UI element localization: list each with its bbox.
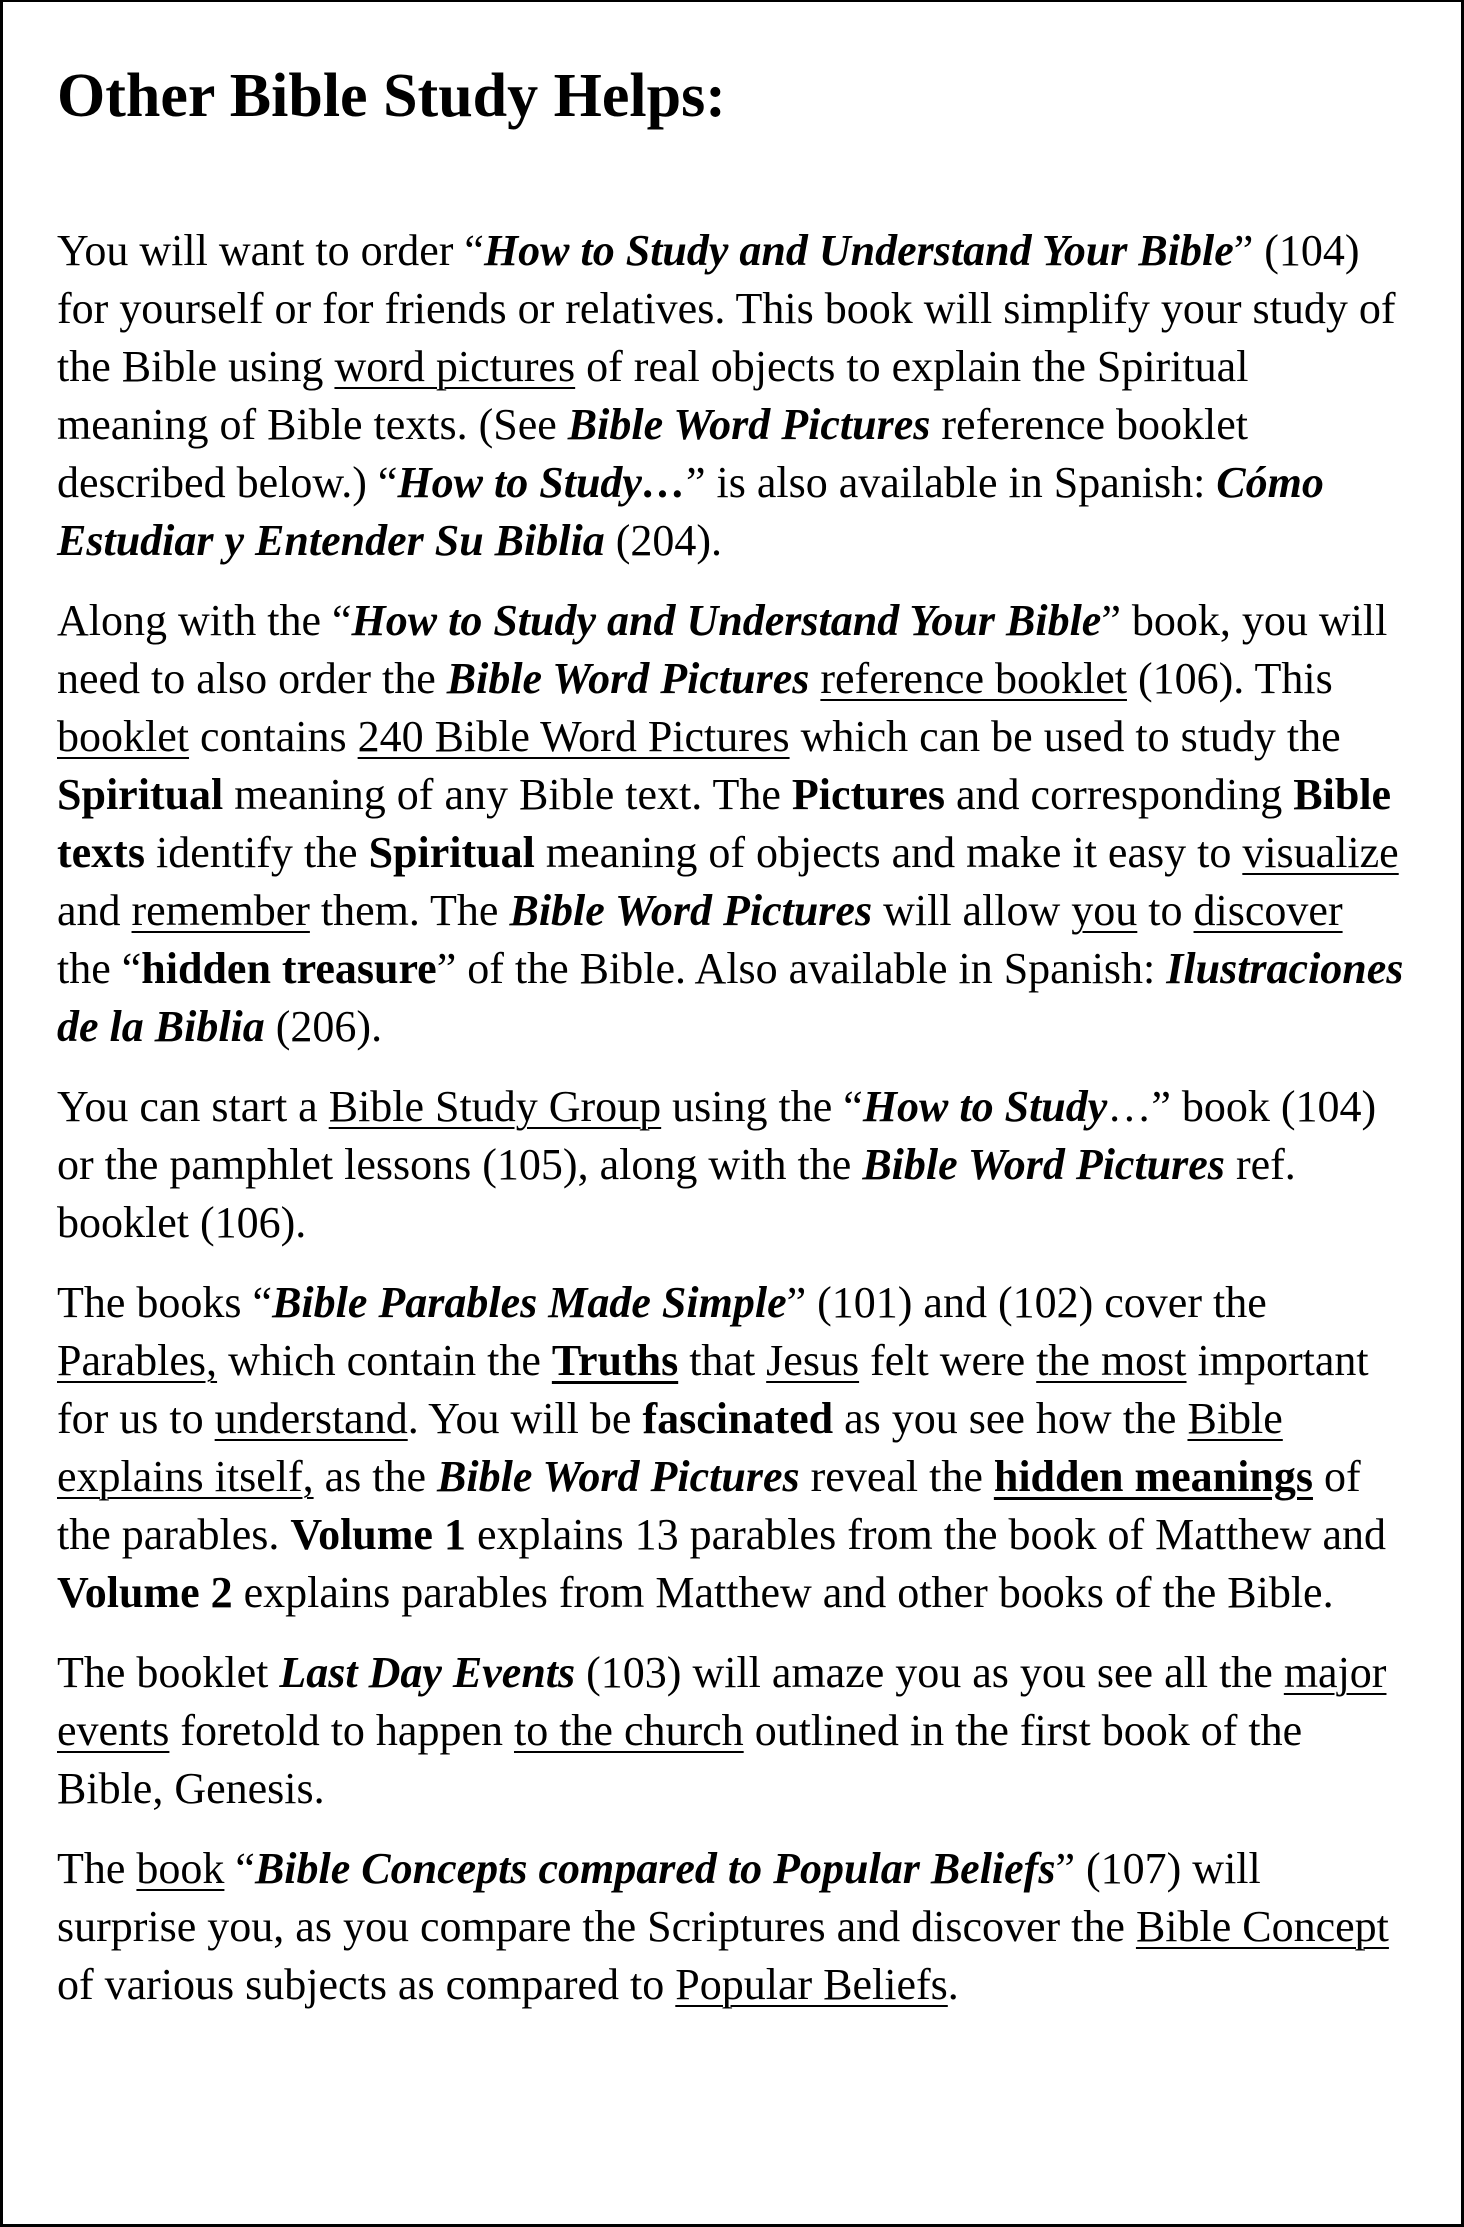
bold-phrase: Volume 2 xyxy=(57,1568,233,1617)
text-run: (103) will amaze you as you see all the xyxy=(575,1648,1284,1697)
text-run: reference booklet described below.) “ xyxy=(57,400,1248,507)
underlined-phrase: book xyxy=(136,1844,225,1893)
text-run: explains parables from Matthew and other books of the Bible. xyxy=(232,1568,1334,1617)
text-run: . xyxy=(947,1960,959,2009)
bold-phrase: fascinated xyxy=(642,1394,834,1443)
text-run: ” (104) for yourself or for friends or relatives. This book will simplify your study of the Bible using xyxy=(57,226,1396,391)
text-run: as you see how the xyxy=(833,1394,1188,1443)
bold-phrase: Pictures xyxy=(791,770,946,819)
text-run: (206). xyxy=(264,1002,383,1051)
underlined-phrase: Bible explains itself, xyxy=(57,1394,1283,1501)
book-title-how-to-study: How to Study and Understand Your Bible xyxy=(483,226,1234,275)
underlined-phrase: Parables, xyxy=(57,1336,218,1385)
text-run: ” (107) will surprise you, as you compare the Scriptures and discover the xyxy=(57,1844,1261,1951)
text-run: ref. booklet (106). xyxy=(57,1140,1296,1247)
text-run: ” book, you will need to also order the xyxy=(57,596,1388,703)
paragraph-study-group xyxy=(57,1078,1407,1252)
page-title: Other Bible Study Helps: xyxy=(57,62,726,130)
book-title-spanish: Cómo Estudiar y Entender Su Biblia xyxy=(57,458,1324,565)
text-run: them. The xyxy=(309,886,510,935)
underlined-phrase: remember xyxy=(131,886,310,935)
text-run: (204). xyxy=(604,516,723,565)
bold-phrase: hidden treasure xyxy=(141,944,437,993)
book-title-spanish: Ilustraciones de la Biblia xyxy=(57,944,1404,1051)
text-run: will allow xyxy=(872,886,1072,935)
text-run: outlined in the first book of the Bible, Genesis. xyxy=(57,1706,1303,1813)
text-run: using the “ xyxy=(661,1082,863,1131)
bold-underlined-phrase: hidden meanings xyxy=(993,1452,1313,1501)
paragraph-parables xyxy=(57,1274,1407,1622)
underlined-phrase: Bible Study Group xyxy=(328,1082,662,1131)
book-title-bible-concepts: Bible Concepts compared to Popular Beliefs xyxy=(254,1844,1056,1893)
text-run: that xyxy=(678,1336,767,1385)
text-run: You can start a xyxy=(57,1082,329,1131)
text-run: and xyxy=(57,886,132,935)
text-run: reveal the xyxy=(799,1452,994,1501)
text-run: ” of the Bible. Also available in Spanish: xyxy=(436,944,1167,993)
book-title-bible-word-pictures: Bible Word Pictures xyxy=(567,400,931,449)
text-run: (106). This xyxy=(1126,654,1333,703)
paragraph-how-to-study xyxy=(57,222,1407,570)
underlined-phrase: you xyxy=(1071,886,1138,935)
bold-phrase: Volume 1 xyxy=(290,1510,466,1559)
text-run: of the parables. xyxy=(57,1452,1361,1559)
text-run: . You will be xyxy=(407,1394,643,1443)
text-run: The booklet xyxy=(57,1648,280,1697)
paragraph-word-pictures xyxy=(57,592,1407,1056)
underlined-phrase: Bible Concept xyxy=(1135,1902,1389,1951)
text-run: felt were xyxy=(859,1336,1037,1385)
book-title-how-to-study-short: How to Study xyxy=(862,1082,1108,1131)
paragraph-last-day-events xyxy=(57,1644,1407,1818)
paragraph-bible-concepts xyxy=(57,1840,1407,2014)
text-run: ” is also available in Spanish: xyxy=(685,458,1217,507)
bold-phrase: Spiritual xyxy=(57,770,224,819)
book-title-parables: Bible Parables Made Simple xyxy=(272,1278,787,1327)
underlined-phrase: Popular Beliefs xyxy=(675,1960,948,2009)
text-run: which can be used to study the xyxy=(789,712,1341,761)
underlined-phrase: discover xyxy=(1193,886,1343,935)
text-run: The xyxy=(57,1844,137,1893)
text-run: important for us to xyxy=(57,1336,1369,1443)
text-run: contains xyxy=(188,712,358,761)
book-title-bible-word-pictures: Bible Word Pictures xyxy=(446,654,810,703)
text-run: “ xyxy=(224,1844,255,1893)
text-run: of real objects to explain the Spiritual meaning of Bible texts. (See xyxy=(57,342,1249,449)
page-content xyxy=(57,50,1407,2036)
text-run: ” (101) and (102) cover the xyxy=(786,1278,1267,1327)
text-run: You will want to order “ xyxy=(57,226,484,275)
text-run: The books “ xyxy=(57,1278,273,1327)
book-title-how-to-study: How to Study and Understand Your Bible xyxy=(351,596,1102,645)
bold-underlined-phrase: Truths xyxy=(551,1336,679,1385)
text-run: and corresponding xyxy=(945,770,1294,819)
underlined-phrase: visualize xyxy=(1242,828,1399,877)
underlined-phrase: word pictures xyxy=(334,342,576,391)
text-run: to xyxy=(1137,886,1194,935)
text-run: identify the xyxy=(144,828,369,877)
underlined-phrase: reference booklet xyxy=(820,654,1127,703)
text-run: explains 13 parables from the book of Matthew and xyxy=(465,1510,1387,1559)
book-title-bible-word-pictures: Bible Word Pictures xyxy=(509,886,873,935)
text-run: meaning of any Bible text. The xyxy=(223,770,792,819)
book-title-bible-word-pictures: Bible Word Pictures xyxy=(437,1452,800,1501)
underlined-phrase: to the church xyxy=(513,1706,744,1755)
book-title-how-to-study-short: How to Study… xyxy=(397,458,686,507)
text-run: as the xyxy=(313,1452,438,1501)
underlined-phrase: booklet xyxy=(57,712,189,761)
text-run: which contain the xyxy=(217,1336,552,1385)
underlined-phrase: major events xyxy=(57,1648,1387,1755)
text-run: foretold to happen xyxy=(169,1706,514,1755)
bold-phrase: Spiritual xyxy=(368,828,535,877)
underlined-phrase: understand xyxy=(214,1394,408,1443)
text-run: the “ xyxy=(57,944,142,993)
text-run: …” book (104) or the pamphlet lessons (105), along with the xyxy=(57,1082,1377,1189)
bold-phrase: Bible texts xyxy=(57,770,1392,877)
underlined-phrase: 240 Bible Word Pictures xyxy=(357,712,790,761)
underlined-phrase: the most xyxy=(1036,1336,1187,1385)
text-run: Along with the “ xyxy=(57,596,352,645)
text-run: of various subjects as compared to xyxy=(57,1960,676,2009)
underlined-phrase: Jesus xyxy=(766,1336,860,1385)
book-title-bible-word-pictures: Bible Word Pictures xyxy=(862,1140,1225,1189)
text-run: meaning of objects and make it easy to xyxy=(534,828,1243,877)
text-run xyxy=(809,654,820,703)
book-title-last-day-events: Last Day Events xyxy=(279,1648,576,1697)
